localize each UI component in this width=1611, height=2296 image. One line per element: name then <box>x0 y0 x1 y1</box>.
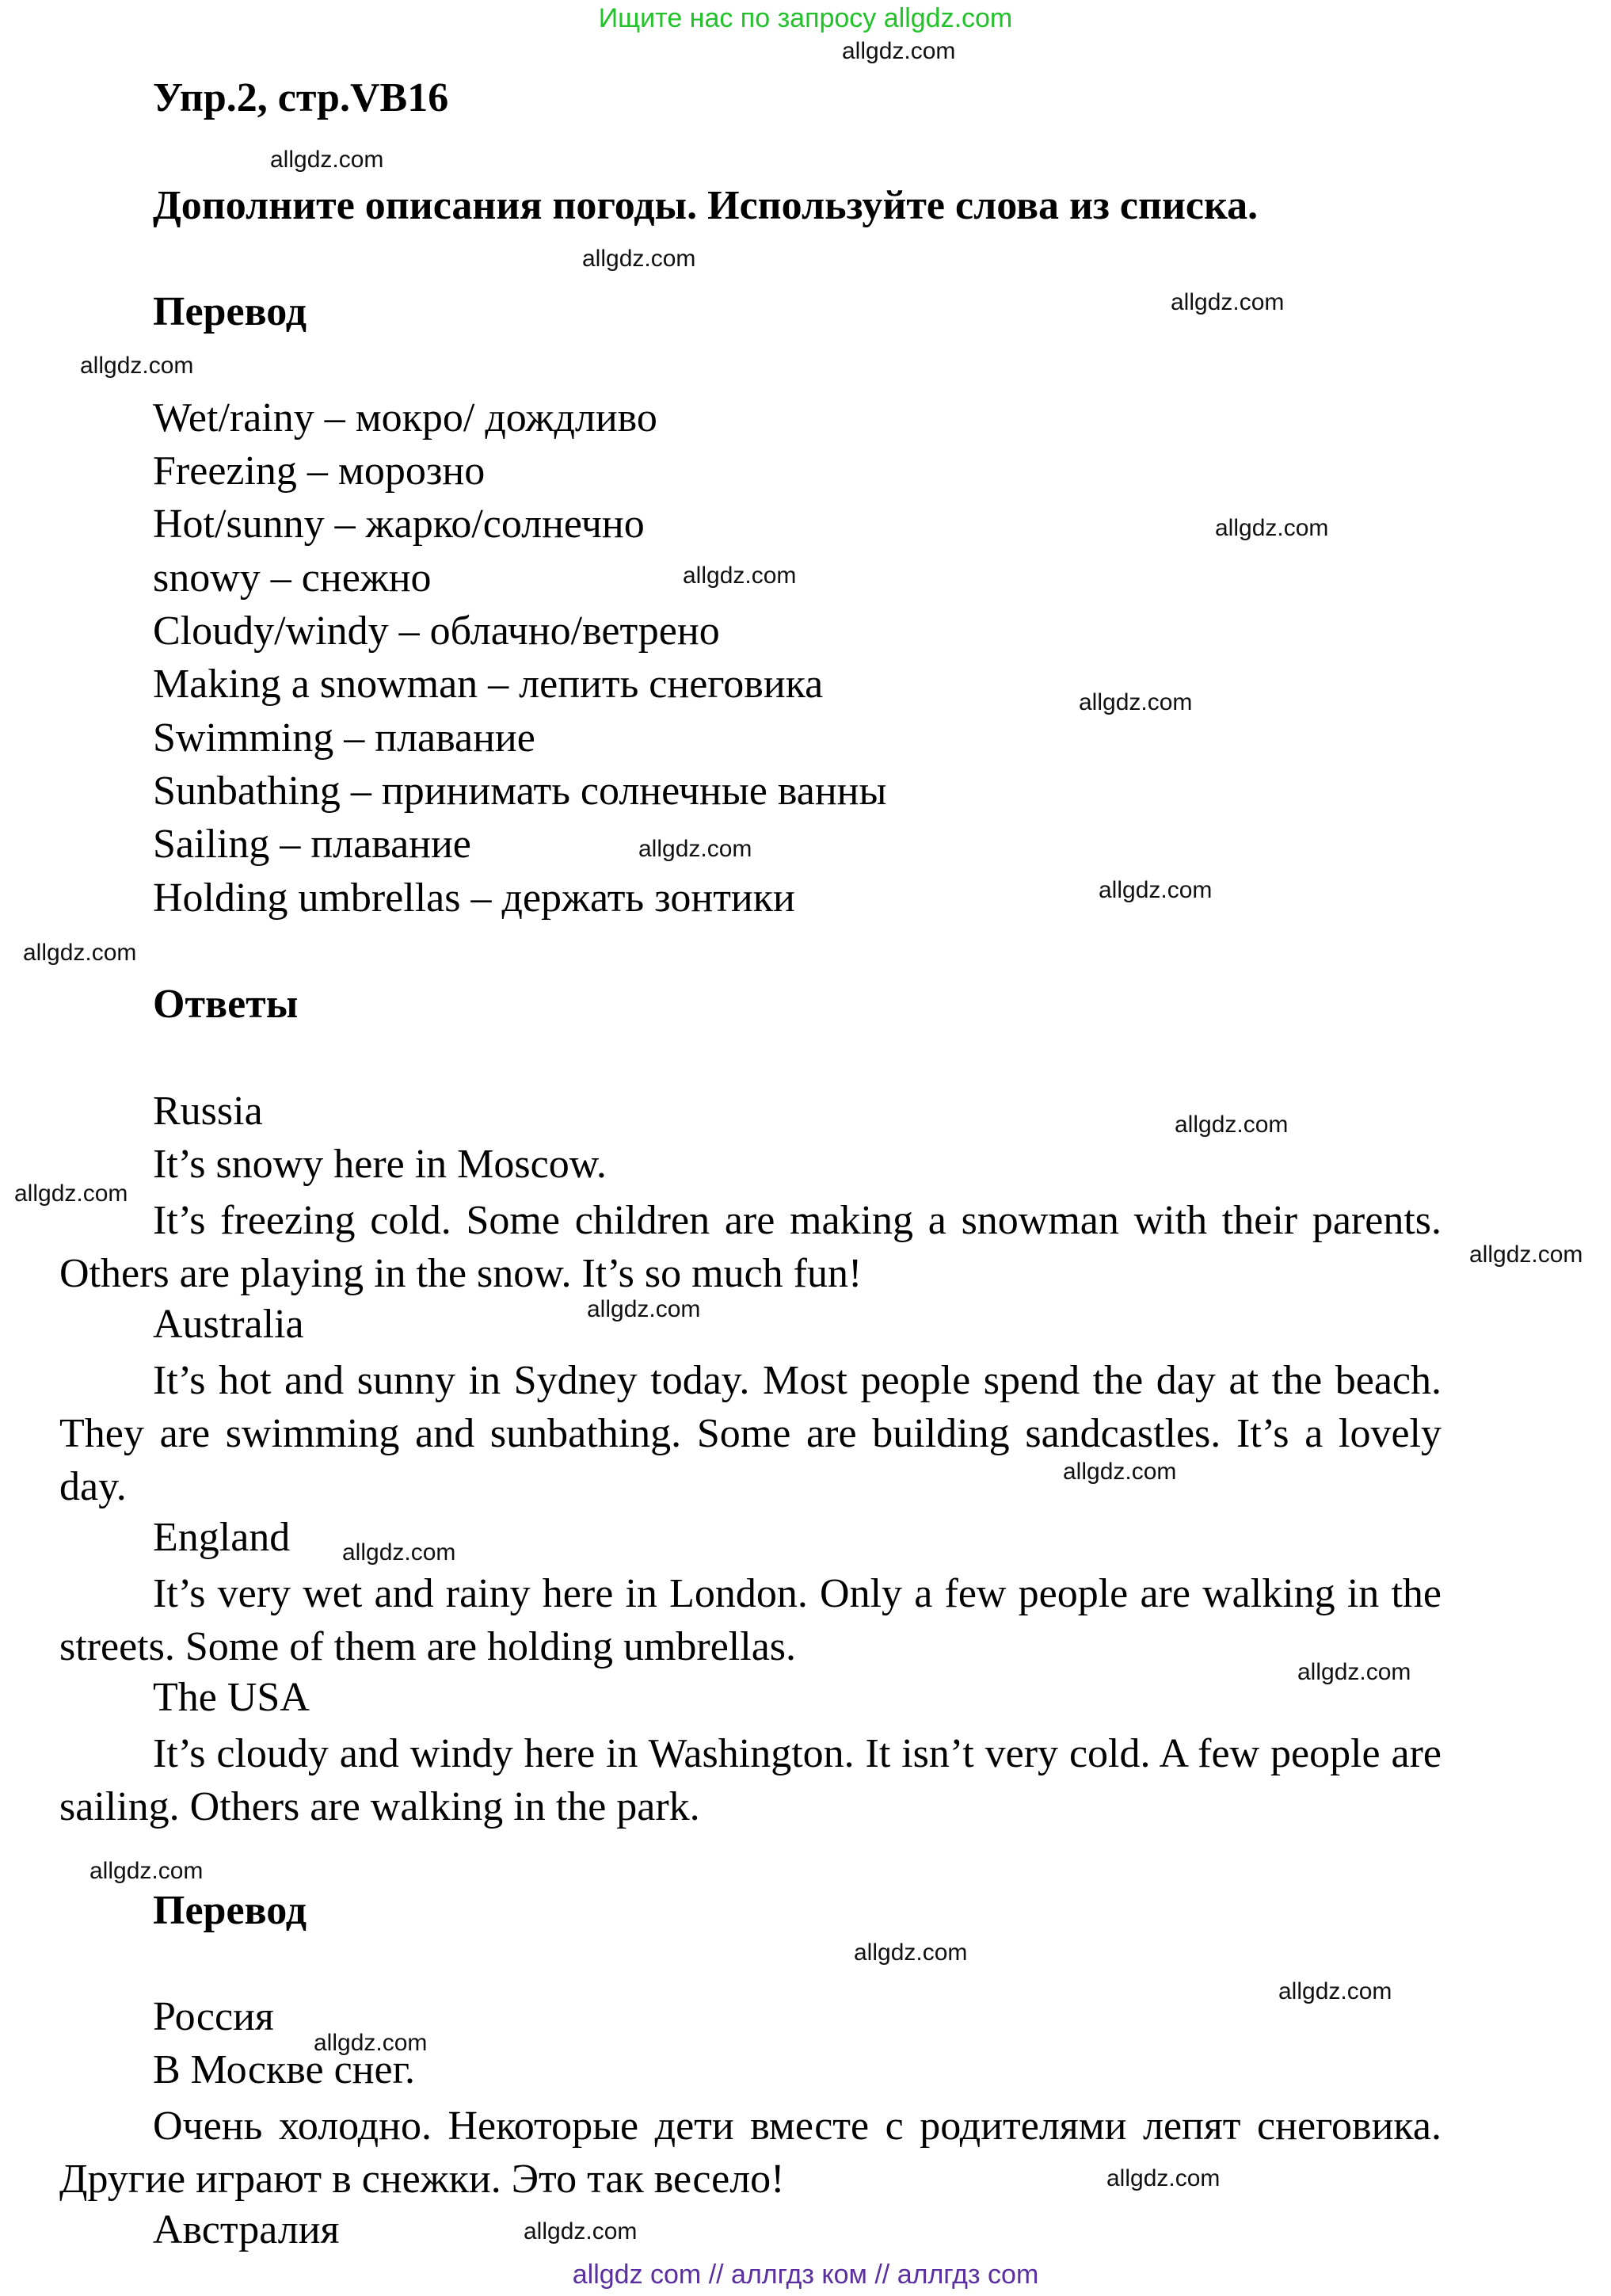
watermark: allgdz.com <box>582 246 696 272</box>
watermark: allgdz.com <box>1171 289 1285 315</box>
watermark: allgdz.com <box>1297 1659 1411 1685</box>
country-usa: The USA <box>153 1675 310 1720</box>
watermark: allgdz.com <box>854 1939 968 1966</box>
vocab-item: Holding umbrellas – держать зонтики <box>153 875 795 921</box>
vocab-item: Cloudy/windy – облачно/ветрено <box>153 608 720 654</box>
watermark: allgdz.com <box>1175 1112 1289 1138</box>
translation-heading: Перевод <box>153 289 307 334</box>
answers-heading: Ответы <box>153 982 299 1027</box>
watermark: allgdz.com <box>80 353 194 379</box>
watermark: allgdz.com <box>14 1180 128 1207</box>
country-england: England <box>153 1515 291 1560</box>
watermark: allgdz.com <box>1215 515 1329 541</box>
watermark: allgdz.com <box>1079 689 1193 715</box>
translation-australia: Австралия <box>153 2207 340 2252</box>
watermark: allgdz.com <box>270 147 384 173</box>
vocab-item: Freezing – морозно <box>153 448 486 494</box>
england-paragraph: It’s very wet and rainy here in London. Only a few people are walking in the streets. Some of them are holding umbrellas. <box>59 1571 1442 1669</box>
russia-line: It’s snowy here in Moscow. <box>153 1142 607 1187</box>
vocab-item: Hot/sunny – жарко/солнечно <box>153 502 645 547</box>
vocab-item: Sailing – плавание <box>153 822 471 867</box>
translation-heading-2: Перевод <box>153 1888 307 1933</box>
watermark: allgdz.com <box>638 836 752 862</box>
task-instruction: Дополните описания погоды. Используйте слова из списка. <box>153 183 1259 228</box>
russia-paragraph: It’s freezing cold. Some children are making a snowman with their parents. Others are playing in the snow. It’s so much fun! <box>59 1198 1442 1296</box>
watermark: allgdz.com <box>23 940 137 966</box>
australia-paragraph: It’s hot and sunny in Sydney today. Most people spend the day at the beach. They are swimming and sunbathing. Some are building sandcastles. It’s a lovely day. <box>59 1358 1442 1509</box>
vocab-item: snowy – снежно <box>153 555 432 601</box>
watermark: allgdz.com <box>587 1296 701 1322</box>
vocab-item: Sunbathing – принимать солнечные ванны <box>153 769 887 814</box>
vocab-item: Making a snowman – лепить снеговика <box>153 662 824 707</box>
watermark: allgdz.com <box>524 2218 638 2245</box>
usa-paragraph: It’s cloudy and windy here in Washington. It isn’t very cold. A few people are sailing. Others are walking in the park. <box>59 1731 1442 1829</box>
vocab-item: Swimming – плавание <box>153 715 535 761</box>
watermark: allgdz.com <box>683 563 797 589</box>
watermark: allgdz.com <box>314 2030 428 2056</box>
watermark: allgdz.com <box>1063 1459 1177 1485</box>
watermark: allgdz.com <box>1469 1241 1583 1268</box>
country-australia: Australia <box>153 1302 304 1347</box>
exercise-title: Упр.2, стр.VB16 <box>153 75 449 120</box>
watermark: allgdz.com <box>1106 2165 1221 2191</box>
watermark: allgdz.com <box>90 1858 204 1884</box>
translation-russia-paragraph: Очень холодно. Некоторые дети вместе с родителями лепят снеговика. Другие играют в снежки. Это так весело! <box>59 2103 1442 2202</box>
watermark: allgdz.com <box>1099 877 1213 903</box>
watermark: allgdz.com <box>842 38 956 64</box>
country-russia: Russia <box>153 1089 263 1134</box>
watermark: allgdz.com <box>342 1539 456 1566</box>
translation-russia: Россия <box>153 1994 274 2039</box>
bottom-banner[interactable]: allgdz com // аллгдз ком // аллгдз com <box>572 2260 1039 2290</box>
watermark: allgdz.com <box>1278 1978 1392 2004</box>
vocab-item: Wet/rainy – мокро/ дождливо <box>153 395 657 441</box>
top-banner[interactable]: Ищите нас по запросу allgdz.com <box>598 3 1013 33</box>
translation-russia-line: В Москве снег. <box>153 2047 416 2092</box>
